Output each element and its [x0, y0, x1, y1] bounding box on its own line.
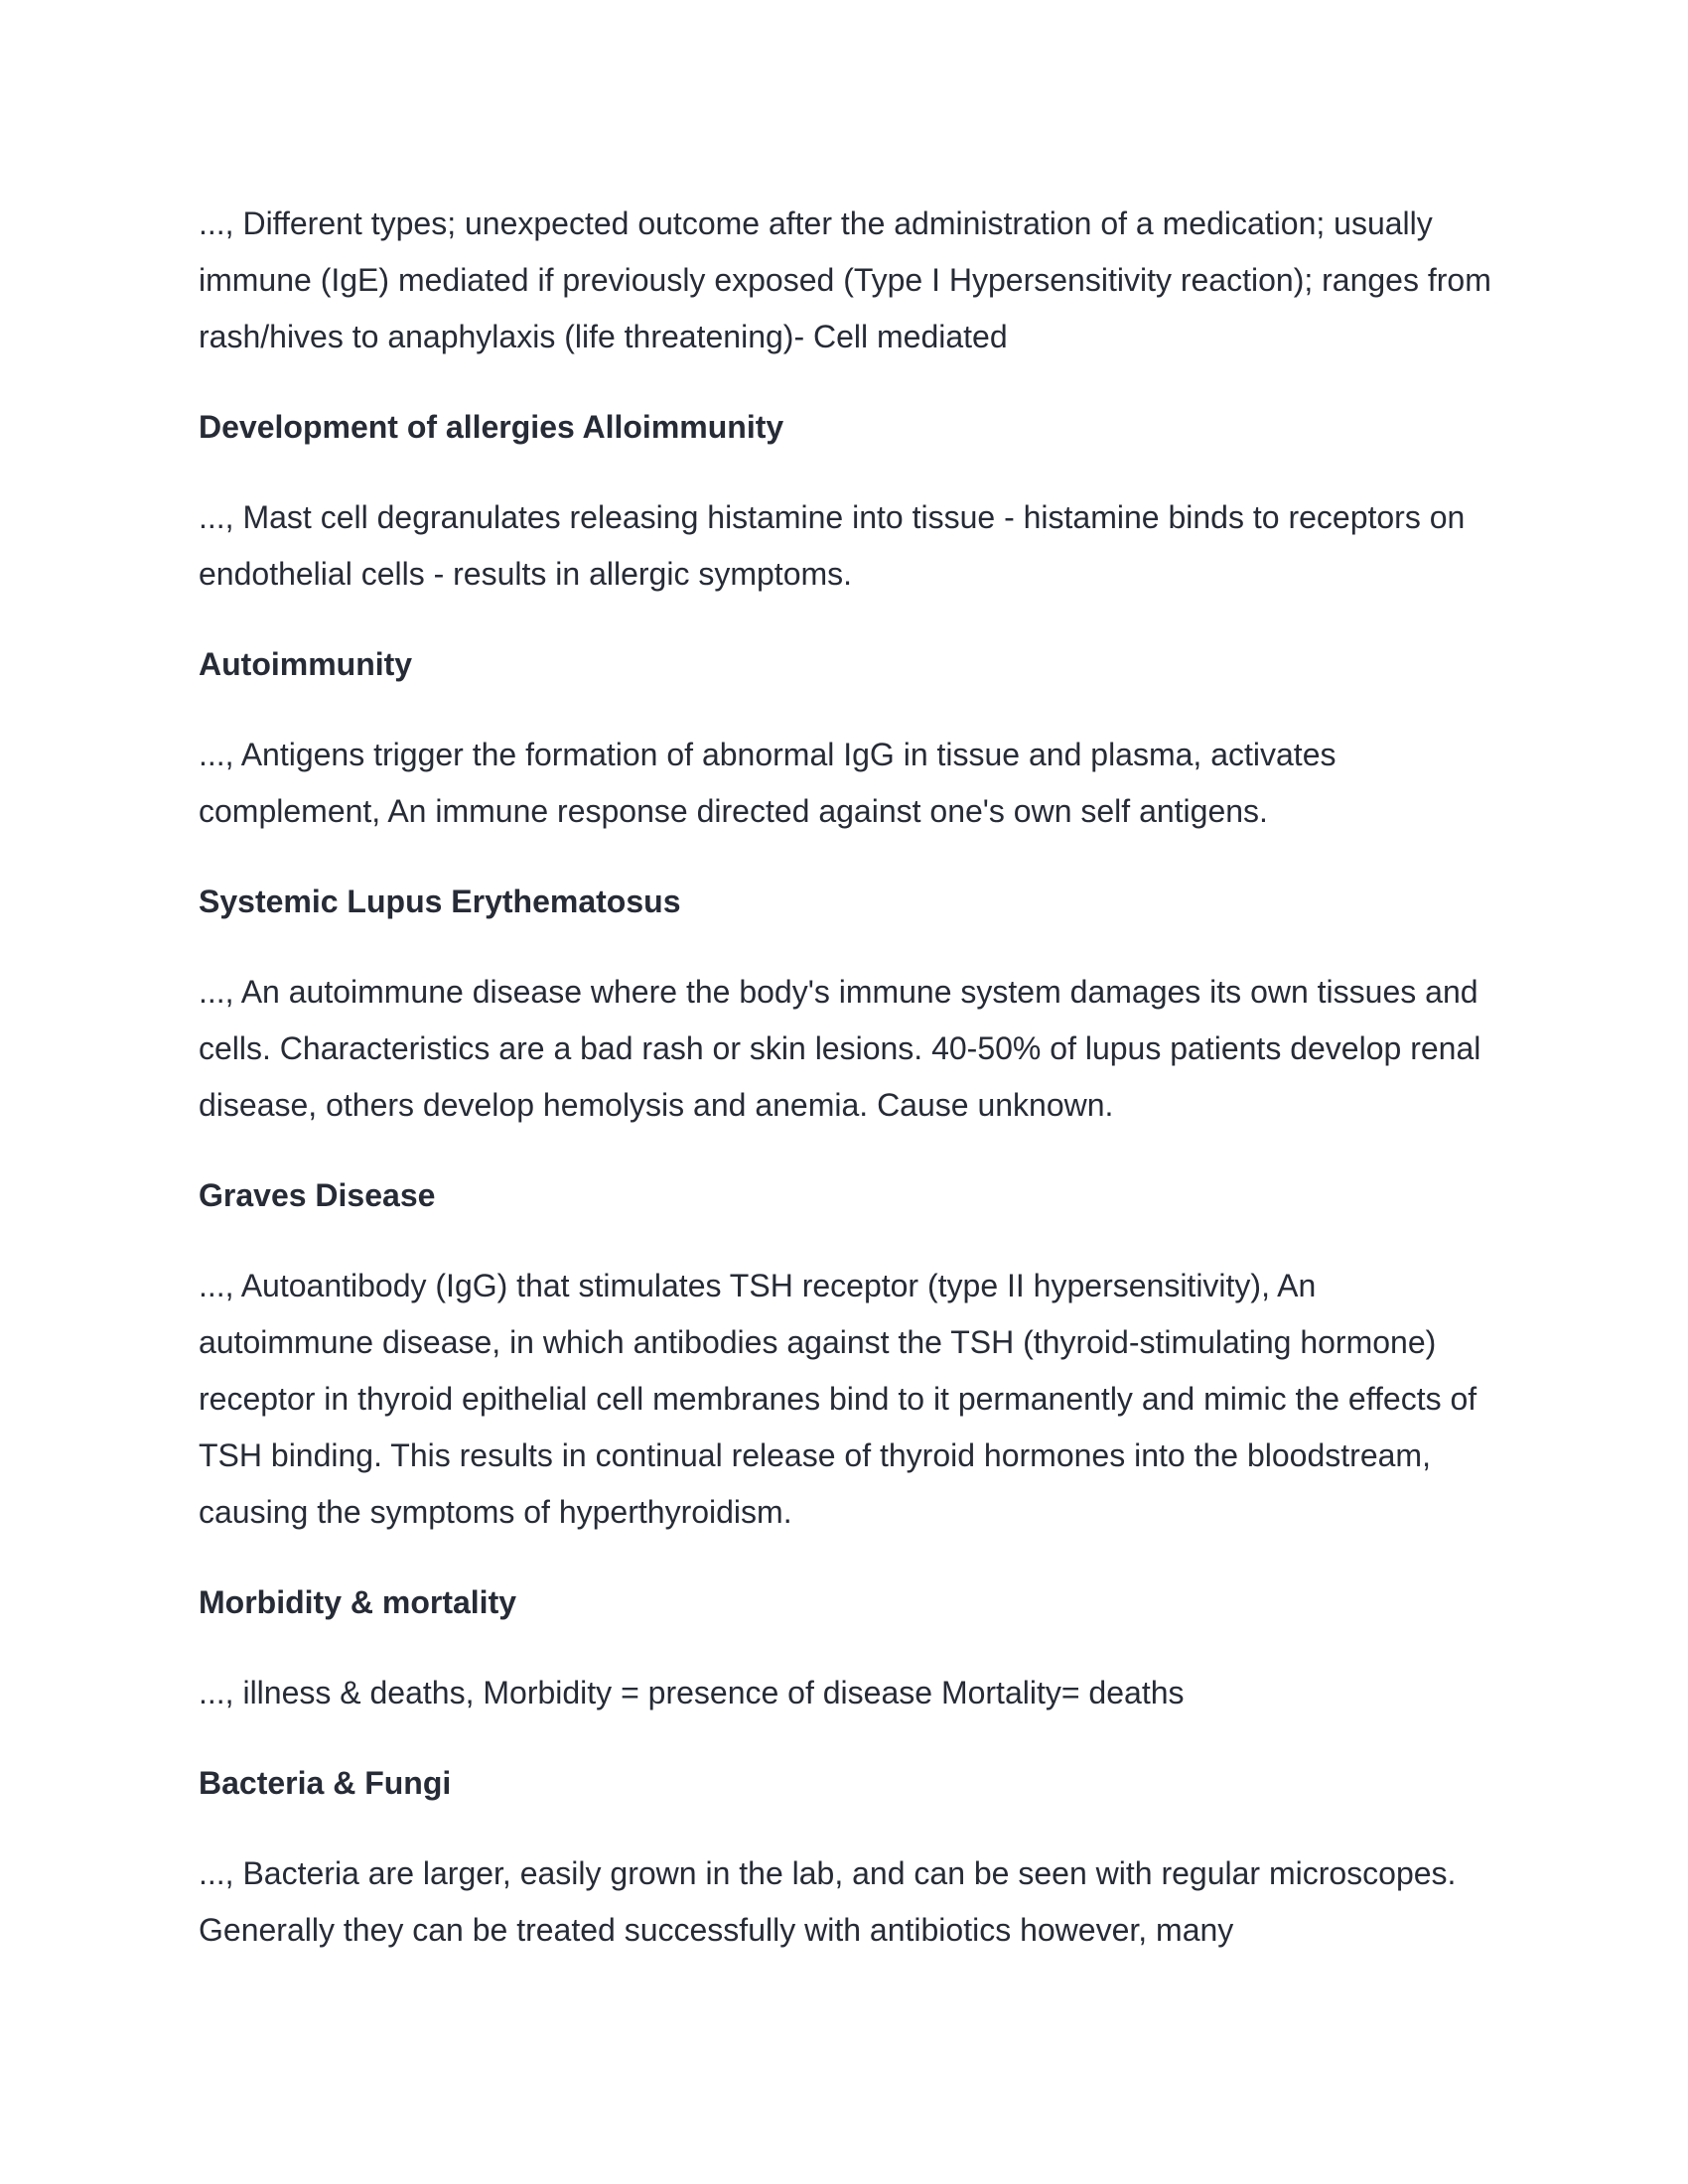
paragraph-drug-reaction: ..., Different types; unexpected outcome after the administration of a medication; usually immune (IgE) mediated if previously exposed (Type I Hypersensitivity reaction); ranges from rash/hives to anaphylaxis (life threatening)- Cell mediated [199, 205, 1491, 354]
heading-graves-disease: Graves Disease [199, 1177, 436, 1213]
paragraph-graves-disease: ..., Autoantibody (IgG) that stimulates TSH receptor (type II hypersensitivity), An autoimmune disease, in which antibodies against the TSH (thyroid-stimulating hormone) receptor in thyroid epithelial cell membranes bind to it permanently and mimic the effects of TSH binding. This results in continual release of thyroid hormones into the bloodstream, causing the symptoms of hyperthyroidism. [199, 1268, 1477, 1530]
heading-morbidity-mortality: Morbidity & mortality [199, 1584, 517, 1620]
heading-autoimmunity: Autoimmunity [199, 646, 413, 682]
paragraph-mast-cell: ..., Mast cell degranulates releasing histamine into tissue - histamine binds to receptors on endothelial cells - results in allergic symptoms. [199, 499, 1466, 592]
heading-bacteria-fungi: Bacteria & Fungi [199, 1765, 452, 1801]
document-page [199, 196, 1499, 1992]
paragraph-bacteria-fungi: ..., Bacteria are larger, easily grown in the lab, and can be seen with regular microscopes. Generally they can be treated successfully with antibiotics however, many [199, 1855, 1457, 1948]
paragraph-lupus: ..., An autoimmune disease where the body's immune system damages its own tissues and cells. Characteristics are a bad rash or skin lesions. 40-50% of lupus patients develop renal disease, others develop hemolysis and anemia. Cause unknown. [199, 974, 1481, 1123]
heading-lupus: Systemic Lupus Erythematosus [199, 884, 681, 919]
paragraph-morbidity-mortality: ..., illness & deaths, Morbidity = presence of disease Mortality= deaths [199, 1675, 1185, 1710]
paragraph-autoimmunity: ..., Antigens trigger the formation of abnormal IgG in tissue and plasma, activates complement, An immune response directed against one's own self antigens. [199, 737, 1336, 829]
heading-development-of-allergies: Development of allergies Alloimmunity [199, 409, 784, 445]
